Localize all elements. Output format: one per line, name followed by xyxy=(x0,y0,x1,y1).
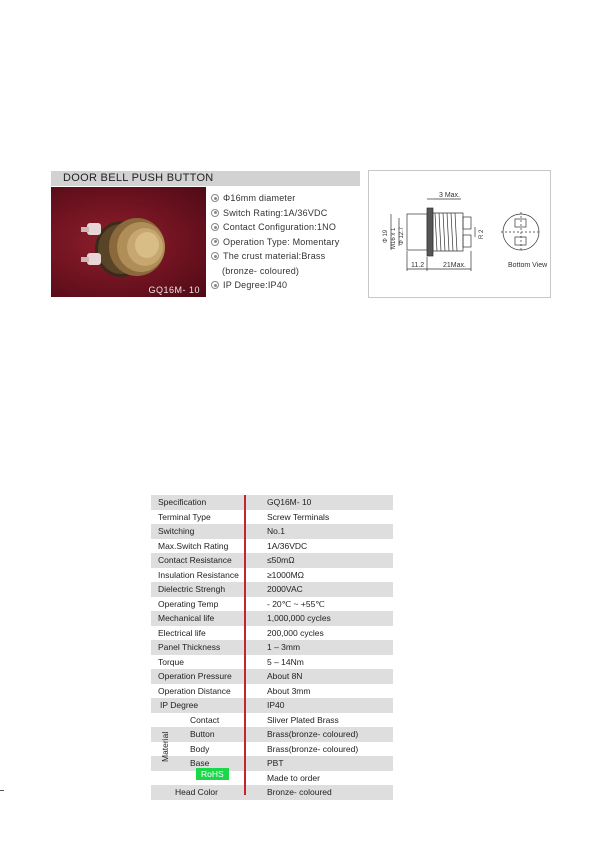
table-row: Insulation Resistance ≥1000MΩ xyxy=(158,569,305,580)
bullet-icon xyxy=(211,209,219,217)
dim-m16: M16 x 1 xyxy=(391,227,397,249)
table-row: Max.Switch Rating 1A/36VDC xyxy=(158,540,308,551)
feature-list xyxy=(211,191,339,293)
table-row: Specification GQ16M- 10 xyxy=(151,495,393,510)
table-row: Switching No.1 xyxy=(151,524,393,539)
table-row: Operation Distance About 3mm xyxy=(158,685,311,696)
material-row-contact: Contact Sliver Plated Brass xyxy=(190,714,339,725)
dim-len2: 21Max. xyxy=(443,262,466,269)
table-row: Operation Pressure About 8N xyxy=(151,669,393,684)
dim-d127: Φ 12.7 xyxy=(399,226,405,245)
push-button-image xyxy=(51,187,206,297)
table-row: IP Degree IP40 xyxy=(151,698,393,713)
feature-item: (bronze- coloured) xyxy=(222,265,300,276)
feature-item: The crust material:Brass xyxy=(211,249,339,264)
material-row-button: Button Brass(bronze- coloured) xyxy=(151,727,393,742)
bullet-icon xyxy=(211,252,219,260)
spec-table xyxy=(151,495,393,800)
table-row: Operating Temp - 20℃ ~ +55℃ xyxy=(158,598,325,609)
table-row: Terminal Type Screw Terminals xyxy=(158,511,330,522)
bottom-view-label: Bottom View xyxy=(508,262,548,269)
bullet-icon xyxy=(211,281,219,289)
feature-item: Switch Rating:1A/36VDC xyxy=(211,206,339,221)
table-row: Panel Thickness 1 – 3mm xyxy=(151,640,393,655)
material-row-body: Body Brass(bronze- coloured) xyxy=(190,743,359,754)
dim-len1: 11.2 xyxy=(411,262,425,269)
table-row: Mechanical life 1,000,000 cycles xyxy=(151,611,393,626)
table-row: Contact Resistance ≤50mΩ xyxy=(151,553,393,568)
rohs-row: Made to order xyxy=(267,772,320,783)
product-title: DOOR BELL PUSH BUTTON xyxy=(51,171,360,186)
bullet-icon xyxy=(211,194,219,202)
bullet-icon xyxy=(211,238,219,246)
model-caption: GQ16M- 10 xyxy=(148,285,200,295)
material-label: Material xyxy=(160,731,170,762)
rohs-badge: RoHS xyxy=(196,768,229,780)
feature-item: Operation Type: Momentary xyxy=(211,235,339,250)
margin-mark xyxy=(0,790,4,791)
material-row-base: Base PBT xyxy=(151,756,393,771)
head-color-row: Head Color Bronze- coloured xyxy=(151,785,393,800)
feature-item: IP Degree:IP40 xyxy=(211,278,339,293)
technical-drawing xyxy=(368,170,551,298)
feature-item: Contact Configuration:1NO xyxy=(211,220,339,235)
table-row: Electrical life 200,000 cycles xyxy=(158,627,324,638)
dim-top: 3 Max. xyxy=(439,192,461,199)
dim-d19: Φ 19 xyxy=(383,229,389,243)
table-row: Dielectric Strengh 2000VAC xyxy=(151,582,393,597)
bullet-icon xyxy=(211,223,219,231)
table-row: Torque 5 – 14Nm xyxy=(158,656,304,667)
product-photo xyxy=(51,187,206,297)
table-divider xyxy=(244,495,246,795)
dim-r2: R 2 xyxy=(479,229,485,239)
feature-item: Φ16mm diameter xyxy=(211,191,339,206)
